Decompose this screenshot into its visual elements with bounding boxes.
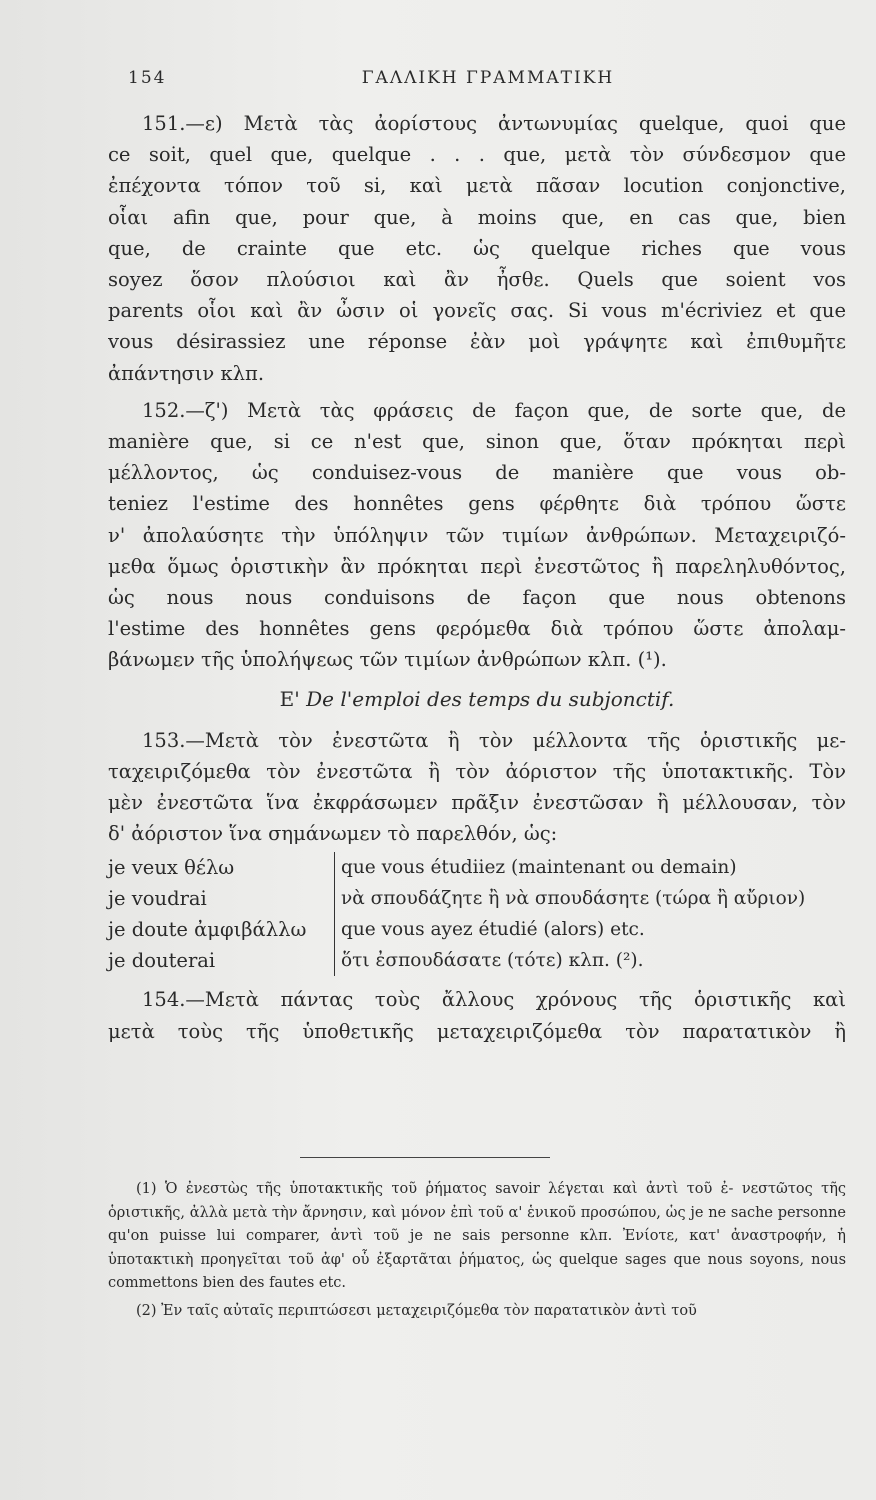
page-header <box>128 68 848 98</box>
table-cell: ὅτι ἐσπουδάσατε (τότε) κλπ. (²). <box>335 945 847 976</box>
footnotes <box>108 1178 846 1324</box>
text-line: que, de crainte que etc. ὡς quelque riches que vous <box>108 236 846 260</box>
section-heading <box>108 684 846 715</box>
text-line: ὡς nous nous conduisons de façon que nous obtenons <box>108 586 846 610</box>
footnote-1 <box>108 1178 846 1296</box>
footnote-2 <box>108 1300 846 1324</box>
footnote-divider <box>300 1157 550 1158</box>
paragraph-153 <box>108 725 846 850</box>
footnote-line: προσώπου, ὡς je ne sache personne qu'on puisse lui comparer, ἀντὶ τοῦ je ne sais <box>108 1204 846 1245</box>
text-line: οἷαι afin que, pour que, à moins que, en cas que, bien <box>108 205 846 229</box>
table-row <box>108 883 846 914</box>
table-cell: je voudrai <box>108 886 207 910</box>
running-title: ΓΑΛΛΙΚΗ ΓΡΑΜΜΑΤΙΚΗ <box>361 68 615 88</box>
text-line: μέλλοντος, ὡς conduisez-vous de manière que vous ob- <box>108 461 846 485</box>
text-line: vous désirassiez une réponse ἐὰν μοὶ γράψητε καὶ ἐπιθυμῆτε <box>108 330 846 354</box>
footnote-line: ἐξαρτᾶται ῥήματος, ὡς quelque sages que nous soyons, nous commettons bien <box>108 1251 847 1292</box>
footnote-line: personne κλπ. Ἐνίοτε, κατ' ἀναστροφήν, ἡ ὑποτακτικὴ προηγεῖται τοῦ ἀφ' οὗ <box>108 1228 846 1268</box>
footnote-line: (2) Ἐν ταῖς αὐταῖς περιπτώσεσι μεταχειριζόμεθα τὸν παρατατικὸν ἀντὶ τοῦ <box>136 1302 697 1319</box>
table-row <box>108 852 846 883</box>
text-line: ce soit, quel que, quelque . . . que, μετὰ τὸν σύνδεσμον que <box>108 143 846 167</box>
text-line: parents οἷοι καὶ ἂν ὦσιν οἱ γονεῖς σας. Si vous m'écriviez et que <box>108 299 846 323</box>
text-line: 151.—ε) Μετὰ τὰς ἀορίστους ἀντωνυμίας quelque, quoi que <box>142 112 846 135</box>
text-line: δ' ἀόριστον ἵνα σημάνωμεν τὸ παρελθόν, ὡς: <box>108 822 558 846</box>
paragraph-154 <box>108 984 846 1046</box>
conjugation-table <box>108 852 846 977</box>
text-line: ν' ἀπολαύσητε τὴν ὑπόληψιν τῶν τιμίων ἀνθρώπων. Μεταχειριζό- <box>108 523 846 547</box>
text-line: 152.—ζ') Μετὰ τὰς φράσεις de façon que, de sorte que, de <box>142 398 846 422</box>
footnote-line: (1) Ὁ ἐνεστὼς τῆς ὑποτακτικῆς τοῦ ῥήματος savoir λέγεται καὶ ἀντὶ τοῦ ἐ- <box>136 1181 734 1197</box>
table-row <box>108 945 846 976</box>
text-line: manière que, si ce n'est que, sinon que, ὅταν πρόκηται περὶ <box>108 430 846 454</box>
table-cell: je doute ἀμφιβάλλω <box>108 918 307 942</box>
table-cell: que vous ayez étudié (alors) etc. <box>335 914 847 945</box>
text-line: ἐπέχοντα τόπον τοῦ si, καὶ μετὰ πᾶσαν locution conjonctive, <box>108 174 846 198</box>
table-cell: je douterai <box>108 949 216 973</box>
table-cell: je veux θέλω <box>108 855 235 879</box>
text-line: μετὰ τοὺς τῆς ὑποθετικῆς μεταχειριζόμεθα τὸν παρατατικὸν ἢ <box>108 1019 846 1043</box>
text-line: soyez ὅσον πλούσιοι καὶ ἂν ἦσθε. Quels que soient vos <box>108 268 846 292</box>
page-number: 154 <box>128 68 167 88</box>
paragraph-151 <box>108 108 846 389</box>
text-line: ταχειριζόμεθα τὸν ἐνεστῶτα ἢ τὸν ἀόριστον τῆς ὑποτακτικῆς. Τὸν <box>108 760 846 784</box>
table-row <box>108 914 846 945</box>
footnote-line: des fautes etc. <box>239 1275 347 1292</box>
text-line: 153.—Μετὰ τὸν ἐνεστῶτα ἢ τὸν μέλλοντα τῆς ὁριστικῆς με- <box>142 728 846 752</box>
table-cell: νὰ σπουδάζητε ἢ νὰ σπουδάσητε (τώρα ἢ αὔριον) <box>335 883 847 914</box>
text-line: μὲν ἐνεστῶτα ἵνα ἐκφράσωμεν πρᾶξιν ἐνεστῶσαν ἢ μέλλουσαν, τὸν <box>108 791 846 815</box>
paragraph-152 <box>108 395 846 676</box>
text-line: l'estime des honnêtes gens φερόμεθα διὰ τρόπου ὥστε ἀπολαμ- <box>108 617 846 641</box>
text-line: teniez l'estime des honnêtes gens φέρθητε διὰ τρόπου ὥστε <box>108 492 846 516</box>
text-line: βάνωμεν τῆς ὑπολήψεως τῶν τιμίων ἀνθρώπων κλπ. (¹). <box>108 648 667 672</box>
text-line: ἀπάντησιν κλπ. <box>108 361 265 385</box>
text-line: 154.—Μετὰ πάντας τοὺς ἄλλους χρόνους τῆς ὁριστικῆς καὶ <box>142 988 846 1012</box>
table-cell: que vous étudiiez (maintenant ou demain) <box>335 852 847 883</box>
section-letter: Ε' <box>279 686 300 711</box>
section-title: De l'emploi des temps du subjonctif. <box>306 686 675 711</box>
text-line: μεθα ὅμως ὁριστικὴν ἂν πρόκηται περὶ ἐνεστῶτος ἢ παρεληλυθόντος, <box>108 554 846 578</box>
main-text <box>108 108 846 1047</box>
footnote-line: νεστῶτος τῆς ὁριστικῆς, ἀλλὰ μετὰ τὴν ἄρνησιν, καὶ μόνον ἐπὶ τοῦ α' ἑνικοῦ <box>108 1181 847 1221</box>
